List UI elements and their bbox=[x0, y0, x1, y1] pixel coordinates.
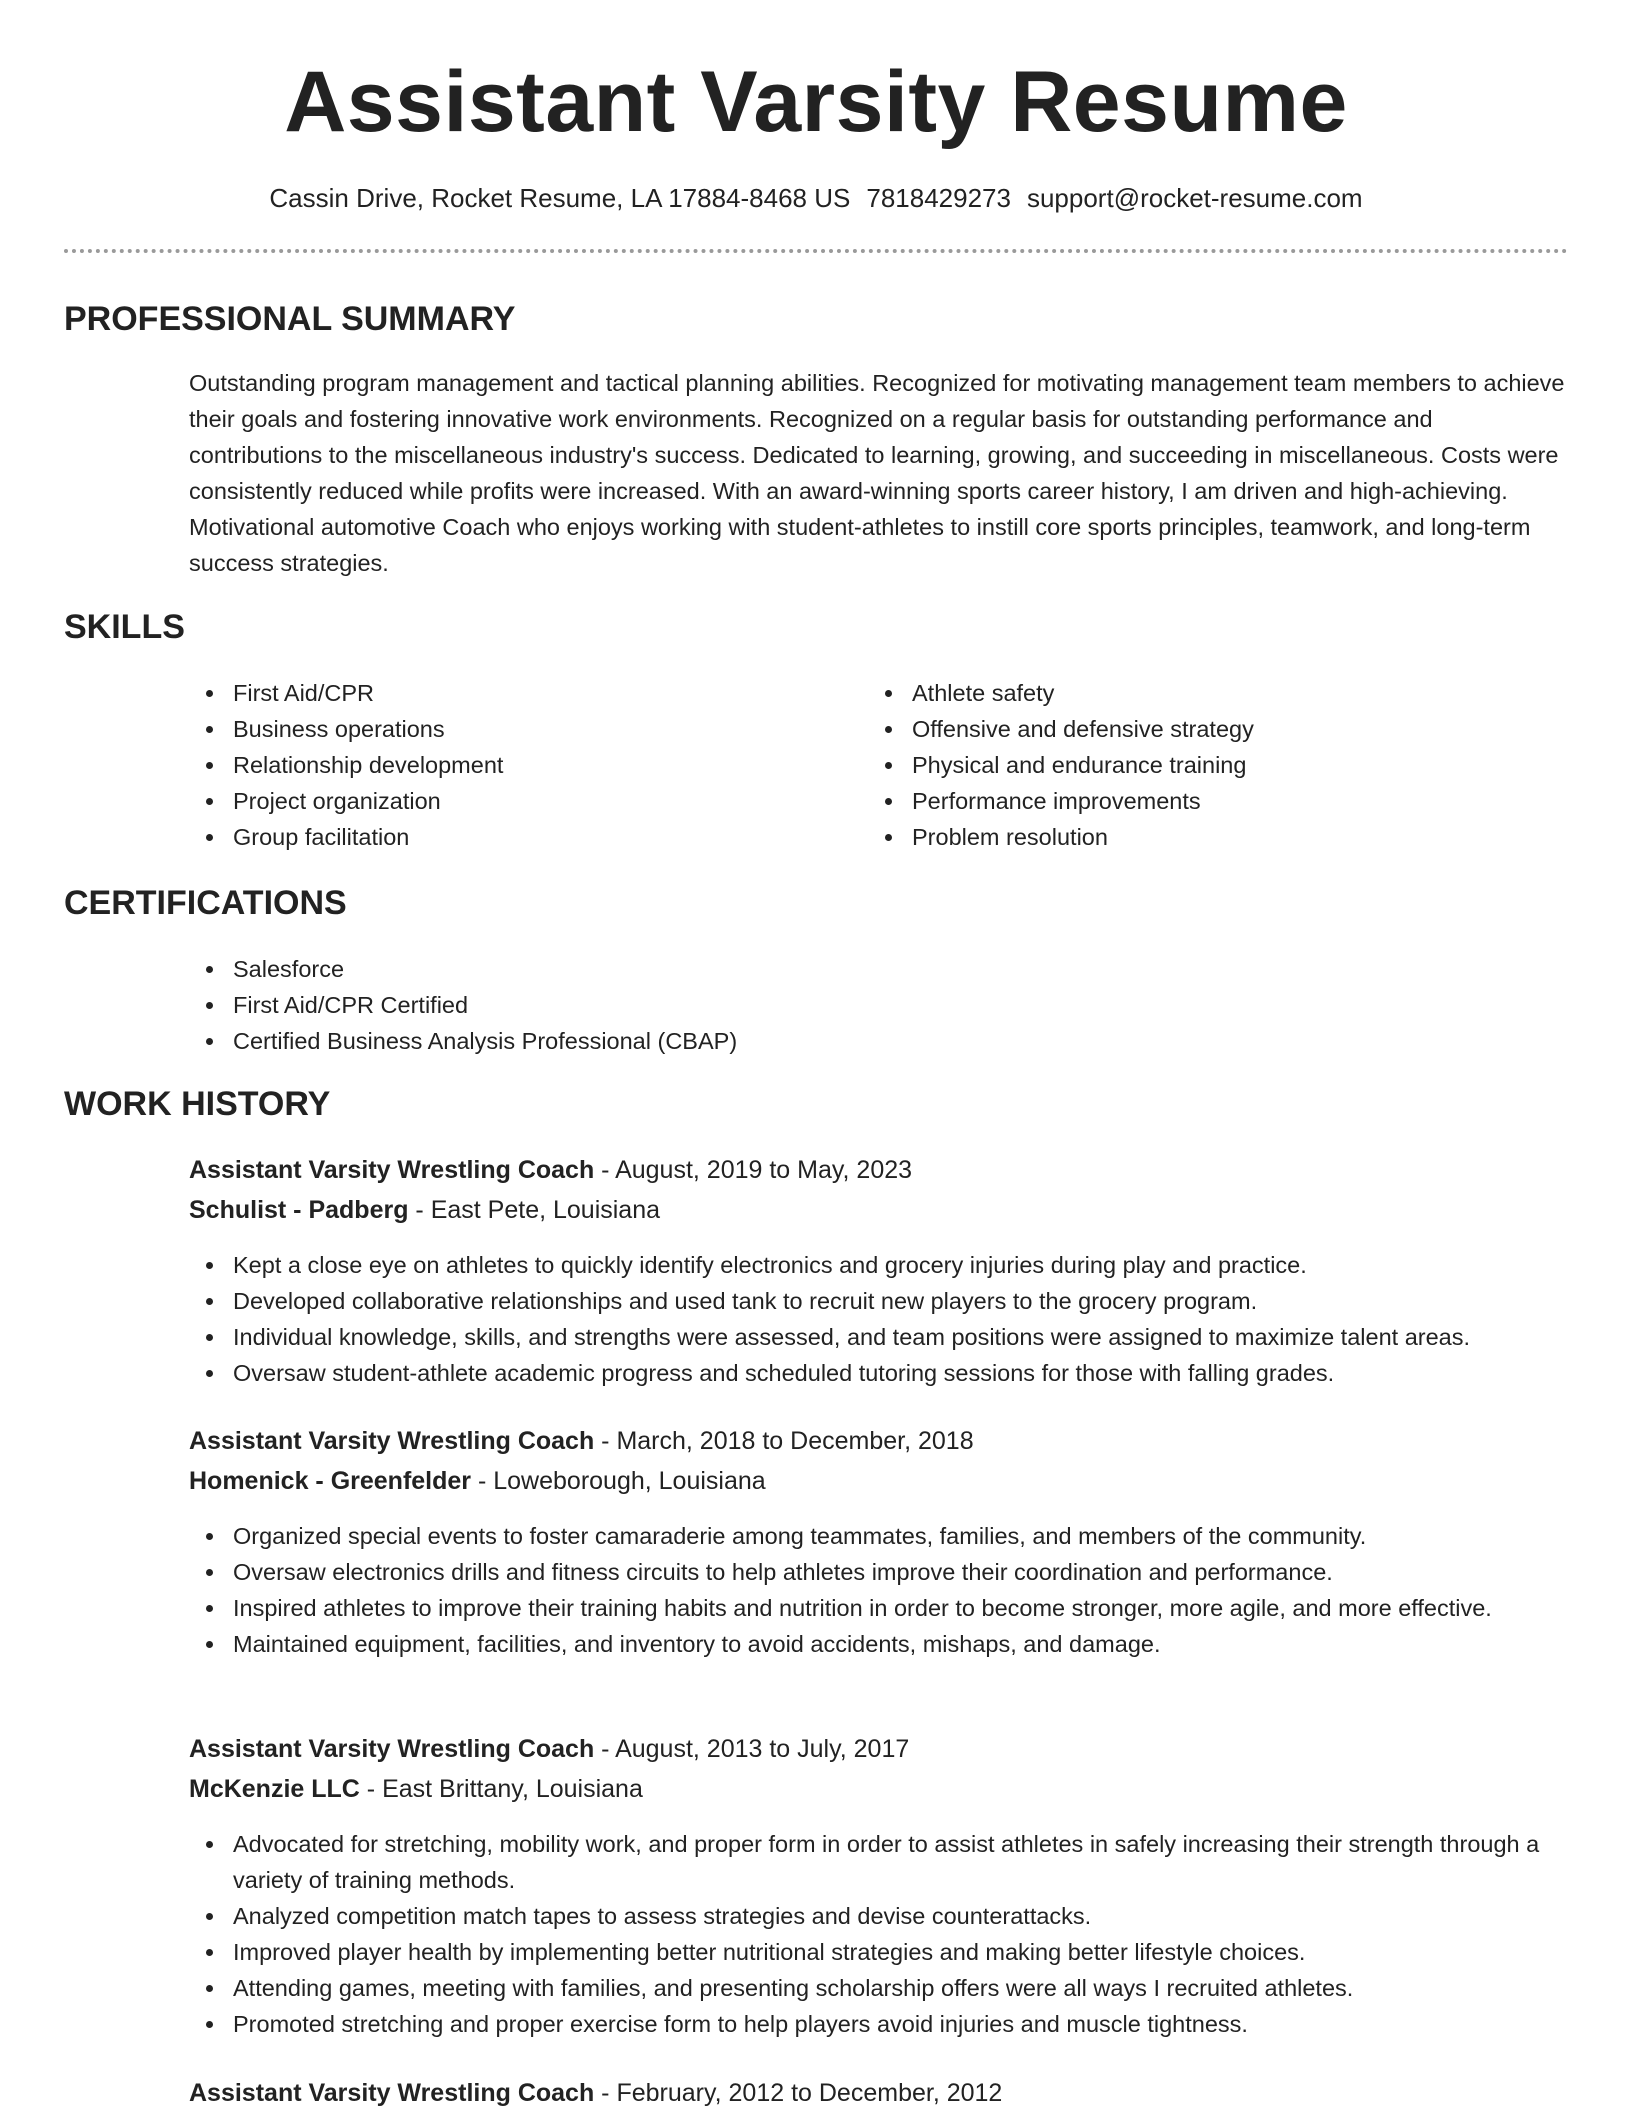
skill-item: Group facilitation bbox=[189, 819, 829, 855]
contact-address: Cassin Drive, Rocket Resume, LA 17884-8468 US bbox=[269, 183, 851, 213]
job-title-line bbox=[189, 1731, 909, 1767]
skill-item: Business operations bbox=[189, 711, 829, 747]
job-duty-item: Organized special events to foster camaraderie among teammates, families, and members of the community. bbox=[189, 1518, 1569, 1554]
certifications-list bbox=[189, 951, 1569, 1059]
summary-text: Outstanding program management and tactical planning abilities. Recognized for motivating management team members to achieve their goals and fostering innovative work environments. Recognized on a regular basis for outstanding performance and contributions to the miscellaneous industry's success. Dedicated to learning, growing, and succeeding in miscellaneous. Costs were consistently reduced while profits were increased. With an award-winning sports career history, I am driven and high-achieving. Motivational automotive Coach who enjoys working with student-athletes to instill core sports principles, teamwork, and long-term success strategies. bbox=[189, 370, 1565, 576]
job-duty-item: Developed collaborative relationships and used tank to recruit new players to the grocery program. bbox=[189, 1283, 1569, 1319]
job-duty-item: Attending games, meeting with families, and presenting scholarship offers were all ways I recruited athletes. bbox=[189, 1970, 1569, 2006]
job-dates: - March, 2018 to December, 2018 bbox=[594, 1427, 974, 1455]
job-duties-list bbox=[189, 1826, 1569, 2042]
skill-item: Project organization bbox=[189, 783, 829, 819]
skill-item: Performance improvements bbox=[868, 783, 1548, 819]
job-duty-item: Kept a close eye on athletes to quickly identify electronics and grocery injuries during play and practice. bbox=[189, 1247, 1569, 1283]
job-duty-item: Promoted stretching and proper exercise form to help players avoid injuries and muscle tightness. bbox=[189, 2006, 1569, 2042]
job-title-line bbox=[189, 2075, 1002, 2111]
job-duty-item: Individual knowledge, skills, and strengths were assessed, and team positions were assigned to maximize talent areas. bbox=[189, 1319, 1569, 1355]
section-heading-summary: PROFESSIONAL SUMMARY bbox=[64, 300, 516, 338]
job-location: - Loweborough, Louisiana bbox=[471, 1467, 766, 1495]
job-dates: - February, 2012 to December, 2012 bbox=[594, 2079, 1003, 2107]
job-duty-item: Oversaw student-athlete academic progress and scheduled tutoring sessions for those with falling grades. bbox=[189, 1355, 1569, 1391]
job-duty-item: Maintained equipment, facilities, and inventory to avoid accidents, mishaps, and damage. bbox=[189, 1626, 1569, 1662]
job-dates: - August, 2019 to May, 2023 bbox=[594, 1156, 913, 1184]
skill-item: Relationship development bbox=[189, 747, 829, 783]
job-title: Assistant Varsity Wrestling Coach bbox=[189, 1427, 595, 1455]
job-title-line bbox=[189, 1152, 912, 1188]
job-location: - East Brittany, Louisiana bbox=[359, 1775, 643, 1803]
certification-item: Certified Business Analysis Professional (CBAP) bbox=[189, 1023, 1569, 1059]
contact-phone: 7818429273 bbox=[866, 183, 1011, 213]
section-heading-skills: SKILLS bbox=[64, 608, 185, 646]
job-company-line bbox=[189, 1463, 766, 1499]
job-location: - East Pete, Louisiana bbox=[408, 1196, 661, 1224]
job-duty-item: Analyzed competition match tapes to assess strategies and devise counterattacks. bbox=[189, 1898, 1569, 1934]
job-duty-item: Improved player health by implementing better nutritional strategies and making better lifestyle choices. bbox=[189, 1934, 1569, 1970]
skill-item: First Aid/CPR bbox=[189, 675, 829, 711]
job-title: Assistant Varsity Wrestling Coach bbox=[189, 1156, 595, 1184]
contact-email: support@rocket-resume.com bbox=[1026, 183, 1363, 213]
job-dates: - August, 2013 to July, 2017 bbox=[594, 1735, 910, 1763]
section-heading-work-history: WORK HISTORY bbox=[64, 1085, 331, 1123]
job-duty-item: Inspired athletes to improve their training habits and nutrition in order to become stronger, more agile, and more effective. bbox=[189, 1590, 1569, 1626]
skill-item: Offensive and defensive strategy bbox=[868, 711, 1548, 747]
job-company: Homenick - Greenfelder bbox=[189, 1467, 472, 1495]
skills-list-left bbox=[189, 675, 829, 855]
skill-item: Physical and endurance training bbox=[868, 747, 1548, 783]
certification-item: Salesforce bbox=[189, 951, 1569, 987]
header-divider bbox=[64, 249, 1568, 253]
section-heading-certifications: CERTIFICATIONS bbox=[64, 884, 347, 922]
job-duties-list bbox=[189, 1518, 1569, 1662]
job-company-line bbox=[189, 1192, 660, 1228]
job-company: McKenzie LLC bbox=[189, 1775, 360, 1803]
certification-item: First Aid/CPR Certified bbox=[189, 987, 1569, 1023]
skills-list-right bbox=[868, 675, 1548, 855]
job-duties-list bbox=[189, 1247, 1569, 1391]
job-title-line bbox=[189, 1423, 974, 1459]
job-title: Assistant Varsity Wrestling Coach bbox=[189, 1735, 595, 1763]
resume-title: Assistant Varsity Resume bbox=[284, 54, 1348, 150]
skill-item: Problem resolution bbox=[868, 819, 1548, 855]
contact-line bbox=[0, 181, 1632, 215]
job-duty-item: Oversaw electronics drills and fitness circuits to help athletes improve their coordination and performance. bbox=[189, 1554, 1569, 1590]
skill-item: Athlete safety bbox=[868, 675, 1548, 711]
job-company: Schulist - Padberg bbox=[189, 1196, 409, 1224]
job-company-line bbox=[189, 1771, 643, 1807]
job-duty-item: Advocated for stretching, mobility work, and proper form in order to assist athletes in safely increasing their strength through a variety of training methods. bbox=[189, 1826, 1569, 1898]
job-title: Assistant Varsity Wrestling Coach bbox=[189, 2079, 595, 2107]
